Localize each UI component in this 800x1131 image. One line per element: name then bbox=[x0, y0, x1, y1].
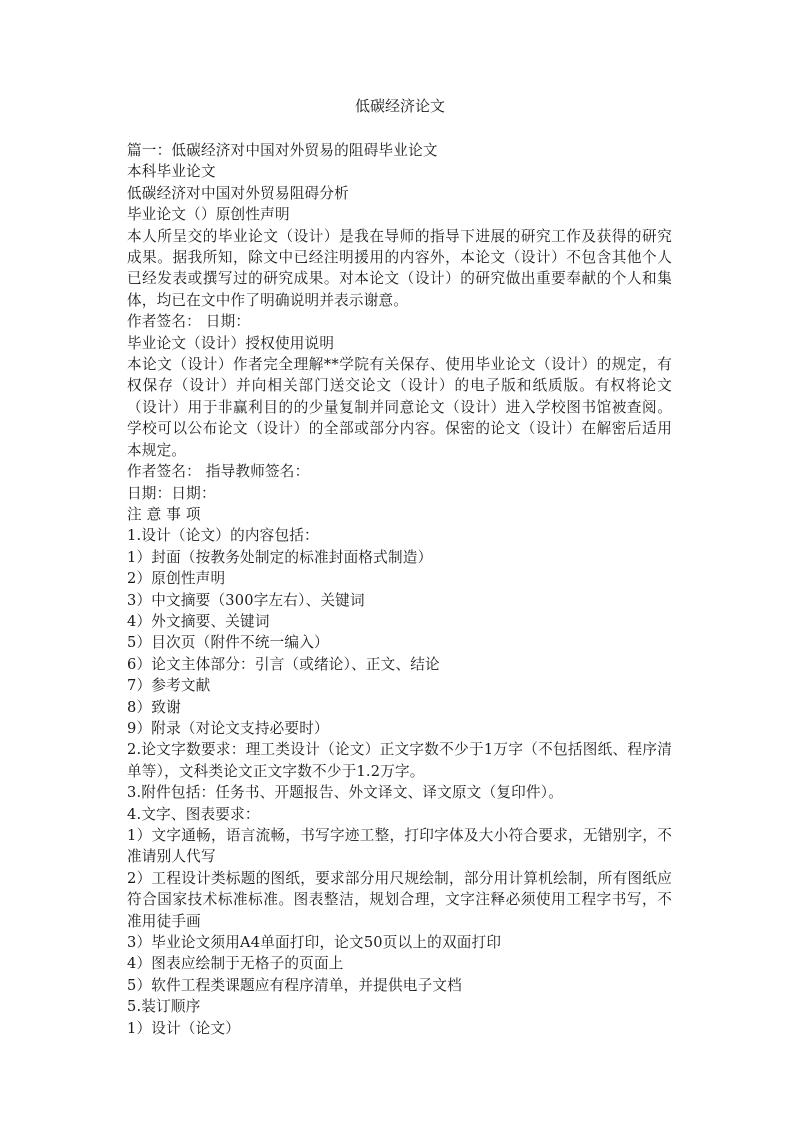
paragraph-author-signature: 作者签名： 日期： bbox=[127, 313, 251, 331]
list-item-foreign-abstract: 4）外文摘要、关键词 bbox=[127, 612, 270, 630]
document-title: 低碳经济论文 bbox=[354, 97, 445, 115]
paragraph-notes-heading: 注 意 事 项 bbox=[127, 505, 201, 523]
list-item-cover: 1）封面（按教务处制定的标准封面格式制造） bbox=[127, 548, 433, 566]
list-item-design-thesis: 1）设计（论文） bbox=[127, 1019, 241, 1037]
document-body bbox=[127, 140, 672, 1039]
paragraph-binding-order: 5.装订顺序 bbox=[127, 998, 201, 1016]
paragraph-originality-statement: 本人所呈交的毕业论文（设计）是我在导师的指导下进展的研究工作及获得的研究成果。据我所知，除文中已经注明援用的内容外，本论文（设计）不包含其他个人已经发表或撰写过的研究成果。对本论文（设计）的研究做出重要奉献的个人和集体，均已在文中作了明确说明并表示谢意。 bbox=[127, 227, 672, 309]
paragraph-authorization-heading: 毕业论文（设计）授权使用说明 bbox=[127, 334, 335, 352]
paragraph-thesis-heading: 篇一：低碳经济对中国对外贸易的阻碍毕业论文 bbox=[127, 142, 438, 159]
list-item-printing: 3）毕业论文须用A4单面打印，论文50页以上的双面打印 bbox=[127, 934, 502, 952]
list-item-contents: 5）目次页（附件不统一编入） bbox=[127, 634, 329, 652]
list-item-references: 7）参考文献 bbox=[127, 677, 211, 695]
list-item-writing: 1）文字通畅，语言流畅，书写字迹工整，打印字体及大小符合要求，无错别字，不准请别人代写 bbox=[127, 827, 672, 866]
list-item-drawings: 2）工程设计类标题的图纸，要求部分用尺规绘制，部分用计算机绘制，所有图纸应符合国家技术标准标准。图表整洁，规划合理，文字注释必须使用工程字书写，不准用徒手画 bbox=[127, 869, 672, 930]
paragraph-dates: 日期：日期： bbox=[127, 484, 216, 502]
paragraph-author-advisor-signature: 作者签名： 指导教师签名： bbox=[127, 463, 310, 481]
list-item-chinese-abstract: 3）中文摘要（300字左右）、关键词 bbox=[127, 591, 365, 609]
paragraph-word-count: 2.论文字数要求：理工类设计（论文）正文字数不少于1万字（不包括图纸、程序清单等），文科类论文正文字数不少于1.2万字。 bbox=[127, 741, 672, 780]
list-item-main-body: 6）论文主体部分：引言（或绪论）、正文、结论 bbox=[127, 655, 440, 673]
list-item-software-listing: 5）软件工程类课题应有程序清单，并提供电子文档 bbox=[127, 976, 462, 994]
paragraph-undergrad-thesis: 本科毕业论文 bbox=[127, 163, 216, 181]
paragraph-text-chart-requirements: 4.文字、图表要求： bbox=[127, 805, 260, 823]
paragraph-originality-heading: 毕业论文（）原创性声明 bbox=[127, 206, 290, 224]
paragraph-analysis-title: 低碳经济对中国对外贸易阻碍分析 bbox=[127, 184, 349, 202]
list-item-originality: 2）原创性声明 bbox=[127, 570, 226, 588]
list-item-chart-pages: 4）图表应绘制于无格子的页面上 bbox=[127, 955, 344, 973]
list-item-acknowledgements: 8）致谢 bbox=[127, 698, 181, 716]
paragraph-authorization-statement: 本论文（设计）作者完全理解**学院有关保存、使用毕业论文（设计）的规定，有权保存（设计）并向相关部门送交论文（设计）的电子版和纸质版。有权将论文（设计）用于非赢利目的的少量复制并同意论文（设计）进入学校图书馆被查阅。学校可以公布论文（设计）的全部或部分内容。保密的论文（设计）在解密后适用本规定。 bbox=[127, 356, 672, 459]
list-item-appendix: 9）附录（对论文支持必要时） bbox=[127, 719, 329, 737]
paragraph-attachments: 3.附件包括：任务书、开题报告、外文译文、译文原文（复印件）。 bbox=[127, 784, 564, 802]
paragraph-content-includes: 1.设计（论文）的内容包括： bbox=[127, 527, 319, 545]
